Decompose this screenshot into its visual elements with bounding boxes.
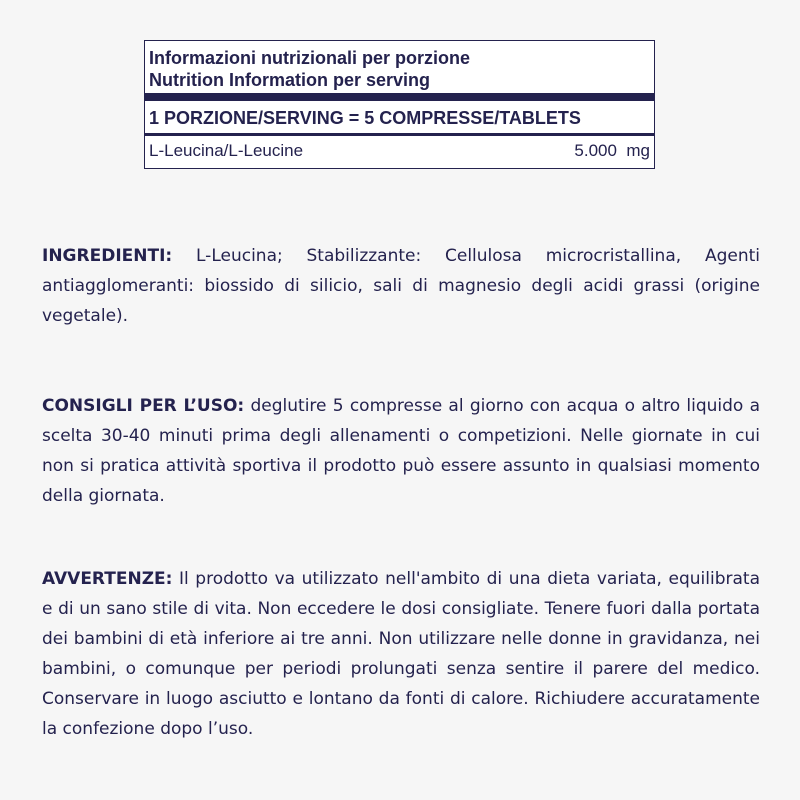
usage-section	[42, 391, 760, 511]
nutrient-name: L-Leucina/L-Leucine	[149, 141, 304, 160]
ingredients-section	[42, 241, 760, 331]
usage-label: CONSIGLI PER L’USO:	[42, 396, 245, 416]
nutrition-title-italian: Informazioni nutrizionali per porzione	[149, 48, 471, 68]
nutrition-table	[144, 40, 655, 169]
nutrition-table-header	[145, 41, 654, 101]
nutrition-row	[145, 136, 654, 168]
warnings-text: Il prodotto va utilizzato nell'ambito di una dieta variata, equilibrata e di un sano stile di vita. Non eccedere le dosi consigliate. Tenere fuori dalla portata dei bambini di età inferiore ai tre anni. Non utilizzare nelle donne in gravidanza, nei bambini, o comunque per periodi prolungati senza sentire il parere del medico. Conservare in luogo asciutto e lontano da fonti di calore. Richiudere accuratamente la confezione dopo l’uso.	[42, 569, 760, 739]
ingredients-text: L-Leucina; Stabilizzante: Cellulosa microcristallina, Agenti antiagglomeranti: biossido di silicio, sali di magnesio degli acidi grassi (origine vegetale).	[42, 246, 760, 326]
warnings-section	[42, 564, 760, 744]
ingredients-label: INGREDIENTI:	[42, 246, 173, 266]
nutrition-title-english: Nutrition Information per serving	[149, 70, 431, 90]
usage-text: deglutire 5 compresse al giorno con acqua o altro liquido a scelta 30-40 minuti prima degli allenamenti o competizioni. Nelle giornate in cui non si pratica attività sportiva il prodotto può essere assunto in qualsiasi momento della giornata.	[42, 396, 760, 506]
nutrient-amount: 5.000 mg	[574, 141, 650, 160]
serving-size: 1 PORZIONE/SERVING = 5 COMPRESSE/TABLETS	[145, 101, 654, 136]
warnings-label: AVVERTENZE:	[42, 569, 173, 589]
